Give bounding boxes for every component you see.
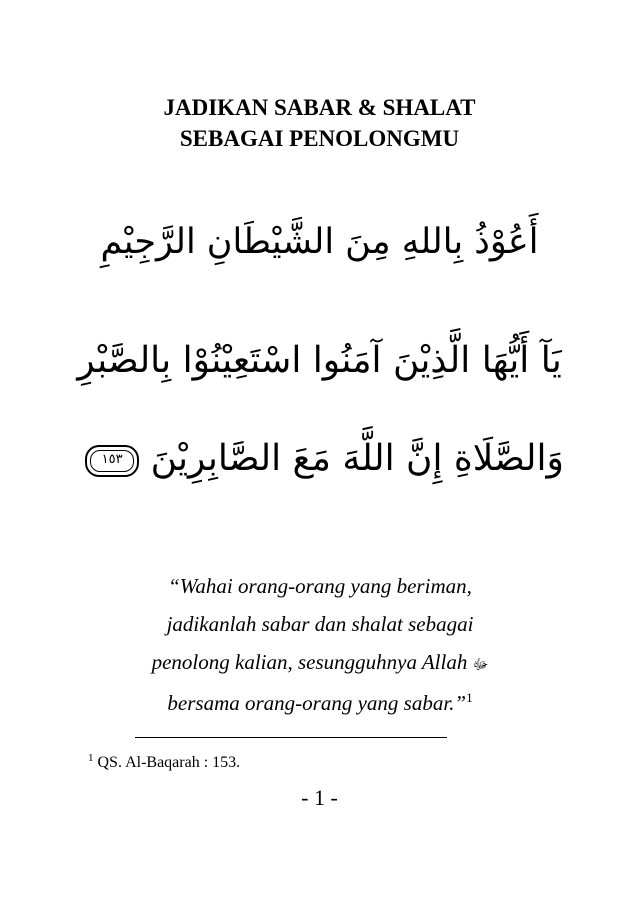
- footnote-marker: 1: [88, 751, 94, 764]
- footnote: [88, 751, 241, 772]
- translation-line-3: [100, 643, 540, 684]
- ayat-line-1: يَآ أَيُّهَا الَّذِيْنَ آمَنُوا اسْتَعِيْنُوْا بِالصَّبْرِ: [77, 340, 562, 381]
- ayah-number-marker: [85, 445, 139, 477]
- allah-honorific-glyph: ﷻ: [472, 657, 489, 673]
- translation-text: [100, 567, 540, 722]
- ayat-line-2: [0, 438, 639, 479]
- ayah-number: ١٥٣: [101, 452, 123, 467]
- title-line-1: JADIKAN SABAR & SHALAT: [163, 95, 476, 120]
- page-number: - 1 -: [301, 785, 338, 810]
- translation-line-2: jadikanlah sabar dan shalat sebagai: [166, 612, 474, 636]
- translation-line-4-text: bersama orang-orang yang sabar.”: [167, 691, 467, 715]
- footnote-separator: [135, 737, 447, 738]
- translation-line-3-text: penolong kalian, sesungguhnya Allah: [151, 650, 468, 674]
- footnote-text: QS. Al-Baqarah : 153.: [97, 754, 241, 771]
- title-line-2: SEBAGAI PENOLONGMU: [179, 126, 460, 151]
- translation-line-1: “Wahai orang-orang yang beriman,: [168, 574, 472, 598]
- footnote-reference: 1: [466, 690, 473, 705]
- ayat-line-2-text: وَالصَّلَاةِ إِنَّ اللَّهَ مَعَ الصَّابِرِيْنَ: [150, 438, 564, 479]
- taawwudz-arabic: أَعُوْذُ بِاللهِ مِنَ الشَّيْطَانِ الرَّجِيْمِ: [100, 222, 539, 262]
- translation-line-4: [100, 684, 540, 722]
- page-title: [0, 92, 639, 154]
